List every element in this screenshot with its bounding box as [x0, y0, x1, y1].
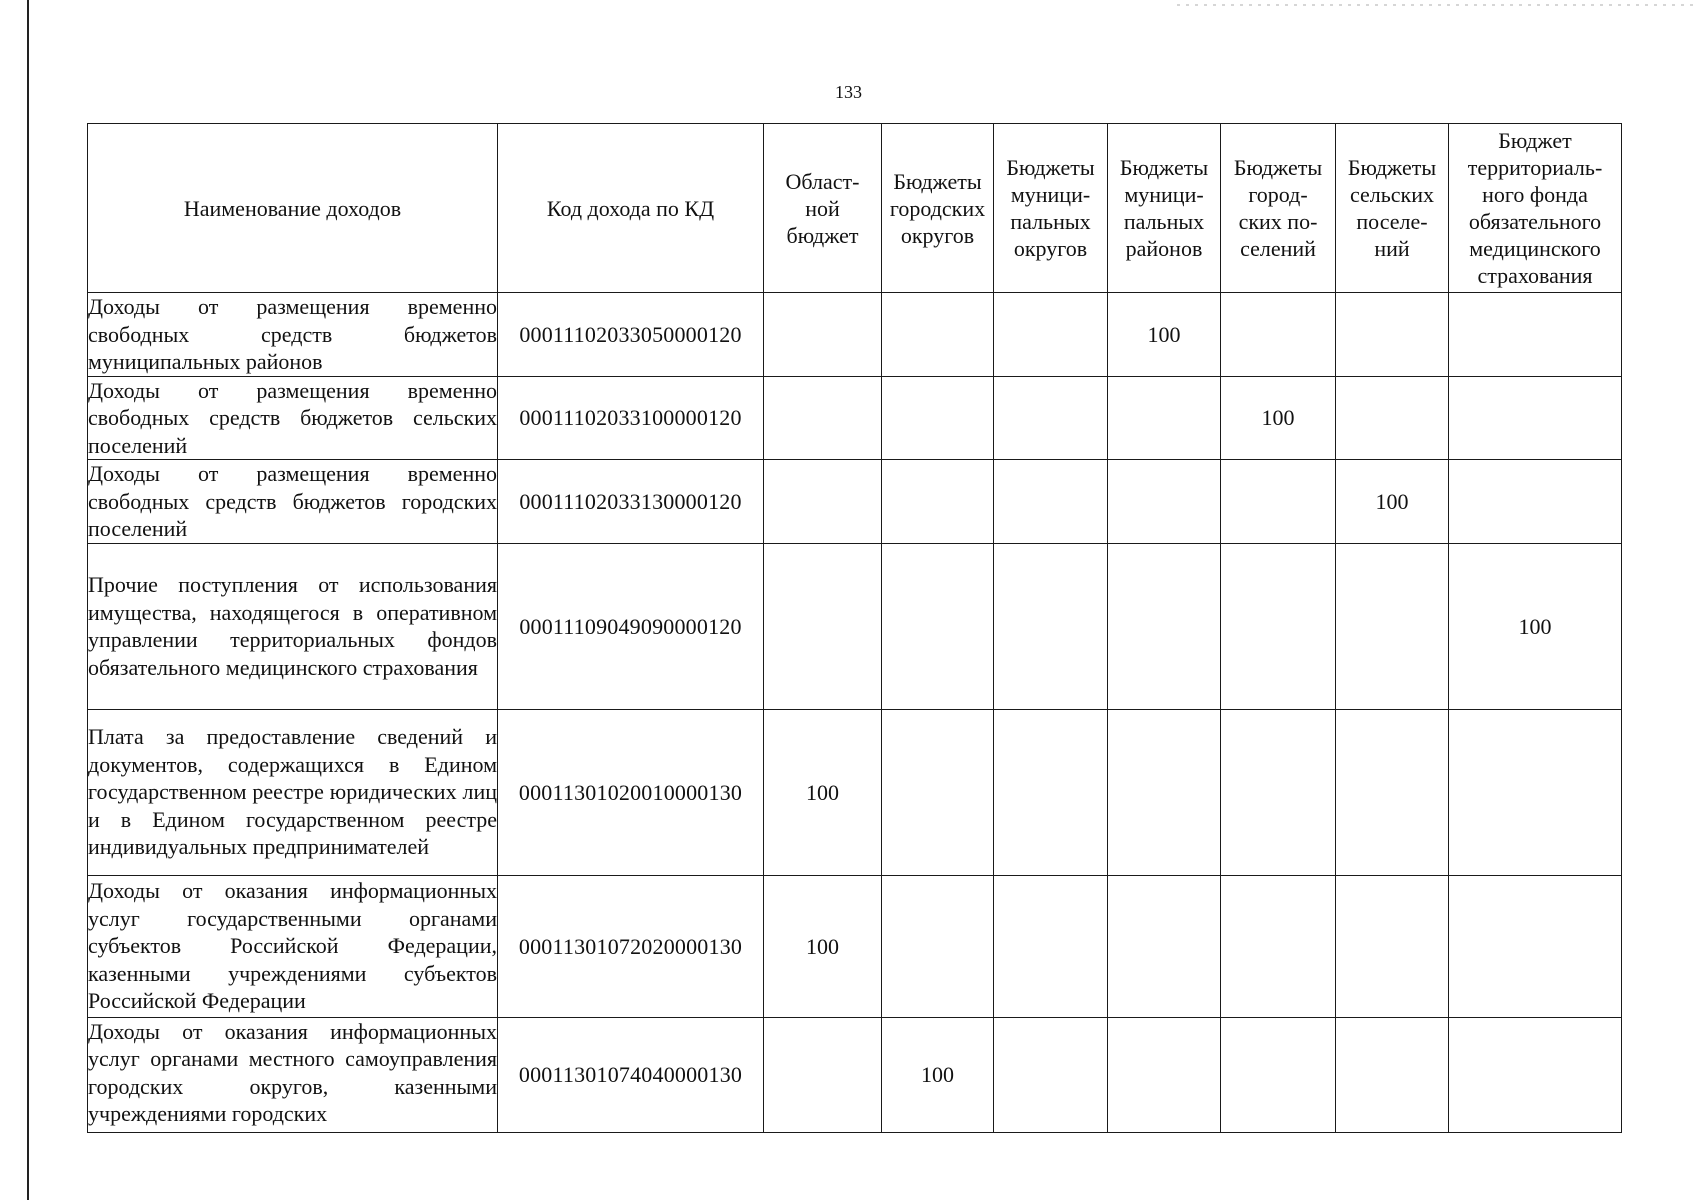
value-health-fund: 100 [1449, 543, 1622, 709]
revenue-name: Доходы от размещения временно свободных средств бюджетов сельских поселений [88, 377, 497, 458]
header-code: Код дохода по КД [498, 124, 764, 293]
value-urban-settlements [1221, 1017, 1336, 1132]
table-row [88, 709, 1622, 875]
revenue-distribution-table [87, 123, 1622, 1133]
revenue-name: Доходы от размещения временно свободных средств бюджетов городских поселений [88, 461, 497, 541]
revenue-code: 00011102033130000120 [498, 460, 764, 544]
value-health-fund [1449, 460, 1622, 544]
value-health-fund [1449, 293, 1622, 377]
value-rural-settlements [1336, 875, 1449, 1017]
value-urban-settlements [1221, 709, 1336, 875]
value-regional [764, 376, 882, 460]
value-urban-districts [882, 709, 994, 875]
value-regional: 100 [764, 875, 882, 1017]
value-municipal-okrugs [994, 460, 1108, 544]
value-urban-districts [882, 460, 994, 544]
value-municipal-okrugs [994, 709, 1108, 875]
value-municipal-rayons [1108, 376, 1221, 460]
binding-margin-line [27, 0, 29, 1200]
revenue-code: 00011102033050000120 [498, 293, 764, 377]
revenue-code: 00011301072020000130 [498, 875, 764, 1017]
value-municipal-rayons: 100 [1108, 293, 1221, 377]
value-urban-settlements: 100 [1221, 376, 1336, 460]
revenue-name: Доходы от размещения временно свободных средств бюджетов муниципальных районов [88, 294, 497, 374]
header-municipal-okrugs: Бюджеты муници- пальных округов [994, 124, 1108, 293]
value-health-fund [1449, 875, 1622, 1017]
value-urban-districts: 100 [882, 1017, 994, 1132]
value-urban-districts [882, 543, 994, 709]
table-row [88, 293, 1622, 377]
revenue-name: Доходы от оказания информационных услуг органами местного самоуправления городских округов, казенными учреждениями городских [88, 1017, 498, 1132]
page-number: 133 [835, 82, 862, 102]
header-rural-settlements: Бюджеты сельских поселе- ний [1336, 124, 1449, 293]
revenue-code: 00011301074040000130 [498, 1017, 764, 1132]
table-row [88, 1017, 1622, 1132]
value-municipal-okrugs [994, 543, 1108, 709]
value-urban-settlements [1221, 543, 1336, 709]
value-municipal-rayons [1108, 875, 1221, 1017]
value-regional [764, 293, 882, 377]
table-row [88, 376, 1622, 460]
revenue-code: 00011109049090000120 [498, 543, 764, 709]
table-row [88, 875, 1622, 1017]
table-row [88, 460, 1622, 544]
value-municipal-okrugs [994, 875, 1108, 1017]
revenue-name: Доходы от оказания информационных услуг государственными органами субъектов Российской Федерации, казенными учреждениями субъектов Российской Федерации [88, 875, 498, 1017]
value-municipal-rayons [1108, 543, 1221, 709]
header-health-insurance-fund: Бюджет территориаль- ного фонда обязательного медицинского страхования [1449, 124, 1622, 293]
header-urban-districts: Бюджеты городских округов [882, 124, 994, 293]
header-urban-settlements: Бюджеты город- ских по- селений [1221, 124, 1336, 293]
value-municipal-rayons [1108, 460, 1221, 544]
revenue-code: 00011102033100000120 [498, 376, 764, 460]
value-urban-settlements [1221, 875, 1336, 1017]
table-row [88, 543, 1622, 709]
header-regional-budget: Област- ной бюджет [764, 124, 882, 293]
value-urban-districts [882, 293, 994, 377]
value-regional: 100 [764, 709, 882, 875]
value-municipal-okrugs [994, 376, 1108, 460]
table-header-row [88, 124, 1622, 293]
value-urban-districts [882, 875, 994, 1017]
value-rural-settlements: 100 [1336, 460, 1449, 544]
value-urban-districts [882, 376, 994, 460]
value-health-fund [1449, 376, 1622, 460]
value-health-fund [1449, 709, 1622, 875]
value-rural-settlements [1336, 1017, 1449, 1132]
value-municipal-okrugs [994, 1017, 1108, 1132]
value-regional [764, 1017, 882, 1132]
value-municipal-okrugs [994, 293, 1108, 377]
header-municipal-rayons: Бюджеты муници- пальных районов [1108, 124, 1221, 293]
value-urban-settlements [1221, 293, 1336, 377]
value-rural-settlements [1336, 293, 1449, 377]
value-urban-settlements [1221, 460, 1336, 544]
value-rural-settlements [1336, 709, 1449, 875]
value-regional [764, 460, 882, 544]
value-municipal-rayons [1108, 1017, 1221, 1132]
value-rural-settlements [1336, 376, 1449, 460]
value-health-fund [1449, 1017, 1622, 1132]
revenue-name: Прочие поступления от использования имущества, находящегося в оперативном управлении территориальных фондов обязательного медицинского страхования [88, 543, 498, 709]
value-rural-settlements [1336, 543, 1449, 709]
revenue-code: 00011301020010000130 [498, 709, 764, 875]
header-name: Наименование доходов [88, 124, 498, 293]
value-regional [764, 543, 882, 709]
value-municipal-rayons [1108, 709, 1221, 875]
scan-artifact [1177, 4, 1697, 6]
revenue-name: Плата за предоставление сведений и документов, содержащихся в Едином государственном реестре юридических лиц и в Едином государственном реестре индивидуальных предпринимателей [88, 709, 498, 875]
